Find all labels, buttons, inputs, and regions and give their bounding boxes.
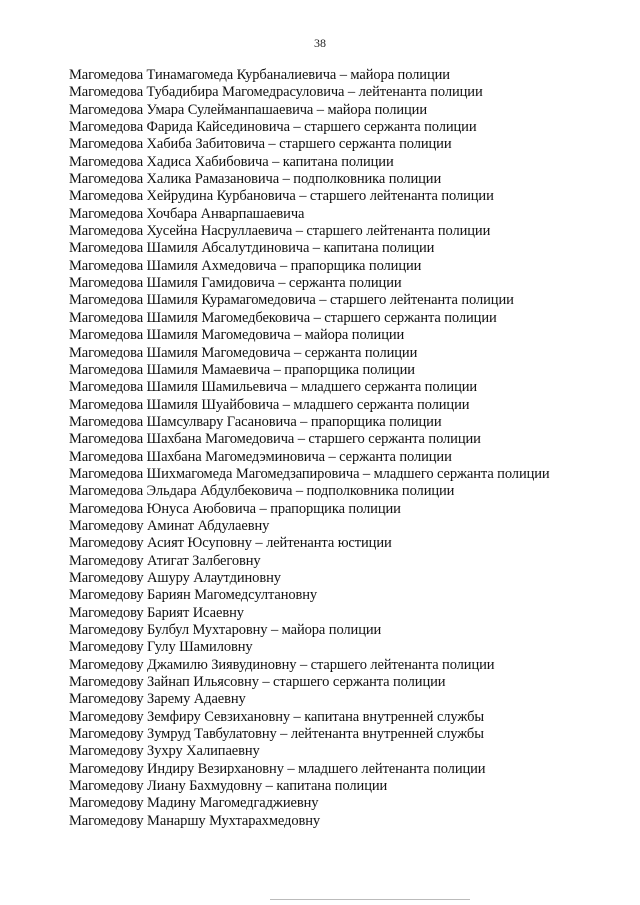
bottom-divider bbox=[270, 899, 470, 900]
list-item: Магомедову Мадину Магомедгаджиевну bbox=[69, 795, 319, 812]
list-item: Магомедова Хочбара Анварпашаевича bbox=[69, 205, 305, 222]
list-item: Магомедова Халика Рамазановича – подполковника полиции bbox=[69, 171, 442, 188]
list-item: Магомедову Асият Юсуповну – лейтенанта юстиции bbox=[69, 535, 392, 552]
list-item: Магомедову Манаршу Мухтарахмедовну bbox=[69, 812, 321, 829]
list-item: Магомедову Индиру Везирхановну – младшего лейтенанта полиции bbox=[69, 760, 486, 777]
list-item: Магомедова Шамиля Мамаевича – прапорщика полиции bbox=[69, 361, 415, 378]
list-item: Магомедову Барият Исаевну bbox=[69, 604, 244, 621]
list-item: Магомедову Ашуру Алаутдиновну bbox=[69, 569, 281, 586]
list-item: Магомедову Зумруд Тавбулатовну – лейтенанта внутренней службы bbox=[69, 726, 484, 743]
list-item: Магомедова Тинамагомеда Курбаналиевича – майора полиции bbox=[69, 67, 450, 83]
list-item: Магомедова Хабиба Забитовича – старшего сержанта полиции bbox=[69, 136, 452, 153]
list-item: Магомедову Аминат Абдулаевну bbox=[69, 517, 270, 534]
list-item: Магомедова Хейрудина Курбановича – старшего лейтенанта полиции bbox=[69, 188, 494, 205]
list-item: Магомедова Хадиса Хабибовича – капитана полиции bbox=[69, 153, 394, 170]
list-item: Магомедову Булбул Мухтаровну – майора полиции bbox=[69, 622, 382, 638]
award-recipient-list bbox=[69, 67, 624, 830]
list-item: Магомедову Лиану Бахмудовну – капитана полиции bbox=[69, 778, 388, 795]
list-item: Магомедова Шамиля Магомедбековича – старшего сержанта полиции bbox=[69, 309, 497, 326]
list-item: Магомедова Шихмагомеда Магомедзапировича – младшего сержанта полиции bbox=[69, 465, 550, 482]
list-item: Магомедову Зайнап Ильясовну – старшего сержанта полиции bbox=[69, 674, 446, 691]
list-item: Магомедова Шахбана Магомедовича – старшего сержанта полиции bbox=[69, 431, 481, 448]
list-item: Магомедову Джамилю Зиявудиновну – старшего лейтенанта полиции bbox=[69, 656, 495, 673]
list-item: Магомедова Фарида Кайсединовича – старшего сержанта полиции bbox=[69, 119, 477, 136]
list-item: Магомедову Гулу Шамиловну bbox=[69, 639, 253, 656]
list-item: Магомедову Атигат Залбеговну bbox=[69, 552, 261, 569]
list-item: Магомедову Зарему Адаевну bbox=[69, 691, 246, 708]
list-item: Магомедова Шахбана Магомедэминовича – сержанта полиции bbox=[69, 448, 452, 465]
list-item: Магомедова Шамиля Шуайбовича – младшего сержанта полиции bbox=[69, 396, 470, 413]
list-item: Магомедова Шамиля Гамидовича – сержанта полиции bbox=[69, 275, 402, 292]
list-item: Магомедова Эльдара Абдулбековича – подполковника полиции bbox=[69, 483, 455, 500]
list-item: Магомедова Тубадибира Магомедрасуловича – лейтенанта полиции bbox=[69, 84, 483, 101]
list-item: Магомедова Шамиля Абсалутдиновича – капитана полиции bbox=[69, 240, 435, 257]
list-item: Магомедова Умара Сулейманпашаевича – майора полиции bbox=[69, 101, 427, 118]
list-item: Магомедова Юнуса Аюбовича – прапорщика полиции bbox=[69, 500, 401, 517]
list-item: Магомедову Бариян Магомедсултановну bbox=[69, 587, 318, 604]
page-number: 38 bbox=[314, 36, 326, 50]
list-item: Магомедова Шамиля Шамильевича – младшего сержанта полиции bbox=[69, 379, 478, 396]
list-item: Магомедова Шамиля Ахмедовича – прапорщика полиции bbox=[69, 257, 422, 274]
list-item: Магомедову Зухру Халипаевну bbox=[69, 743, 260, 760]
list-item: Магомедова Хусейна Насруллаевича – старшего лейтенанта полиции bbox=[69, 223, 491, 240]
list-item: Магомедова Шамсулвару Гасановича – прапорщика полиции bbox=[69, 413, 442, 430]
list-item: Магомедова Шамиля Магомедовича – майора полиции bbox=[69, 327, 405, 344]
list-item: Магомедова Шамиля Магомедовича – сержанта полиции bbox=[69, 344, 418, 361]
list-item: Магомедова Шамиля Курамагомедовича – старшего лейтенанта полиции bbox=[69, 292, 514, 309]
list-item: Магомедову Земфиру Севзихановну – капитана внутренней службы bbox=[69, 708, 485, 725]
